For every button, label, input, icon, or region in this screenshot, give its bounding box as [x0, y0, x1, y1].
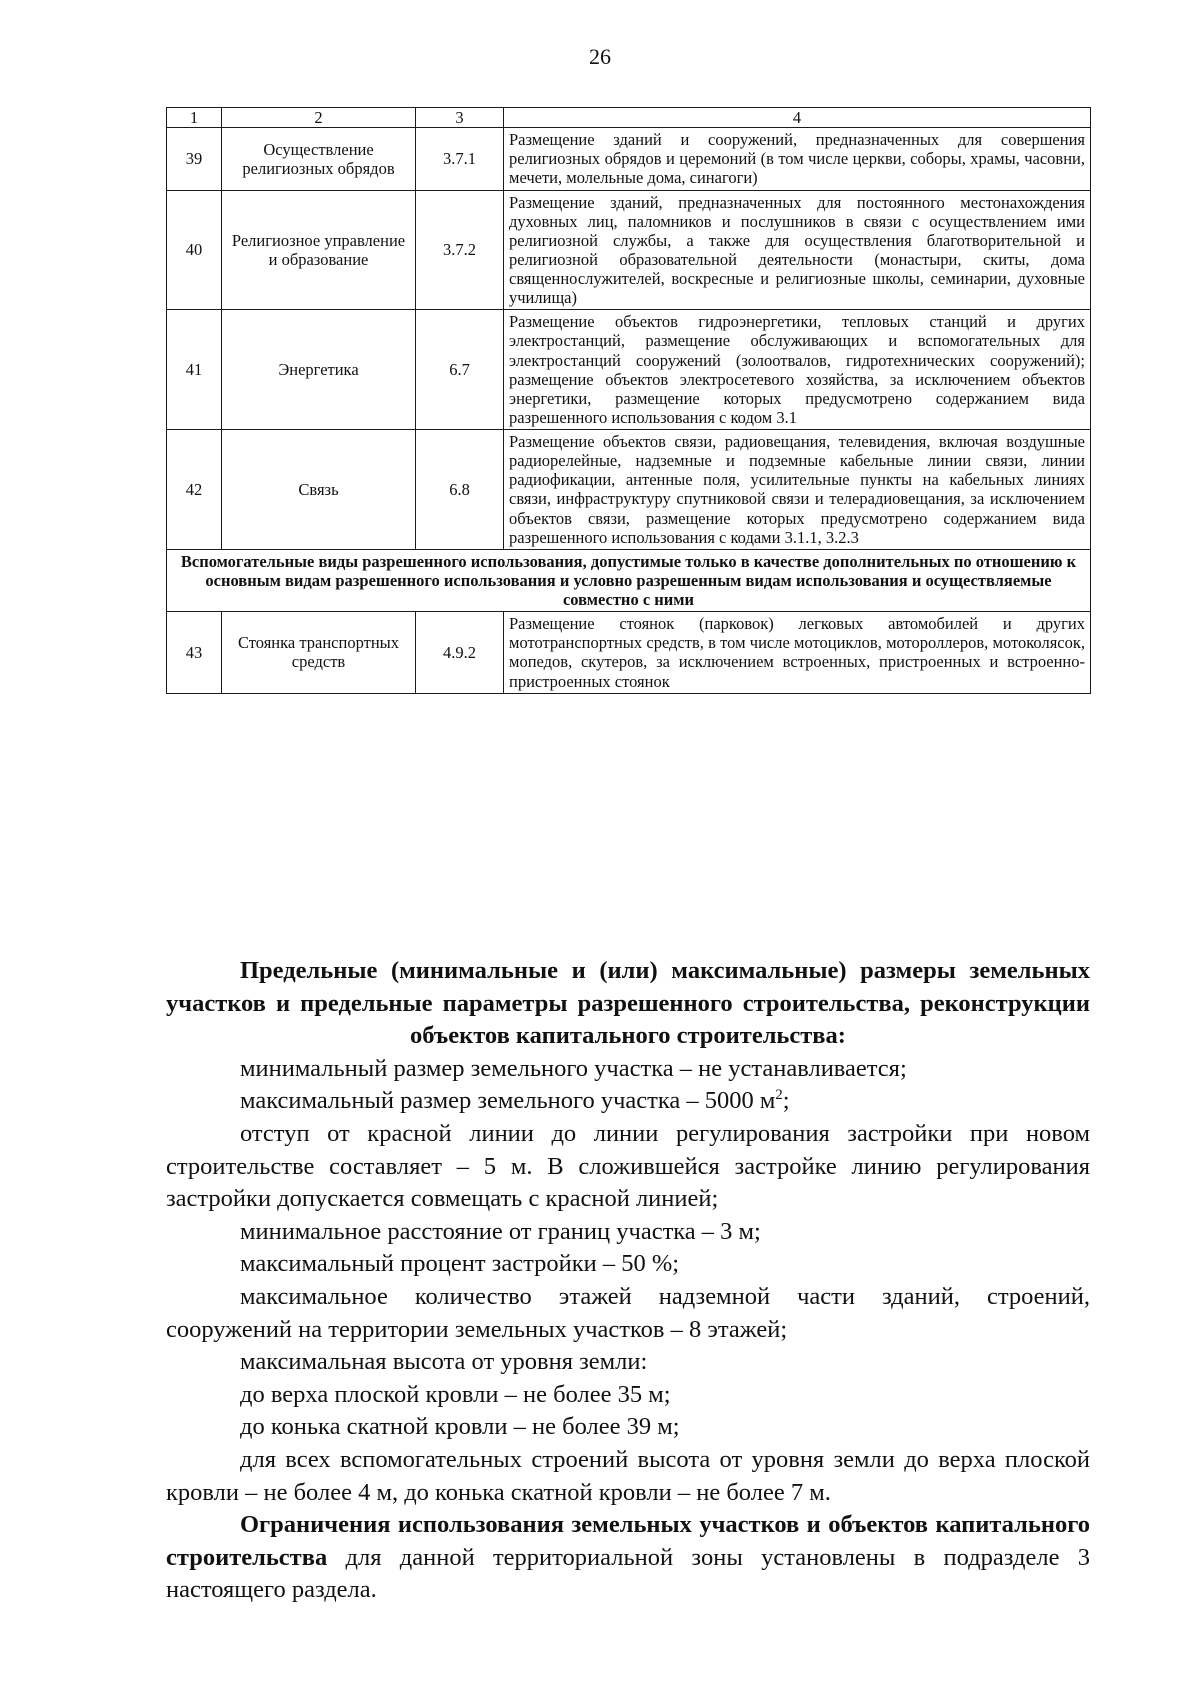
land-use-table	[166, 107, 1091, 694]
header-cell-4: 4	[504, 108, 1091, 128]
section-row	[167, 549, 1091, 611]
table-header-row	[167, 108, 1091, 128]
use-type-name-cell: Энергетика	[222, 310, 416, 430]
limits-heading: Предельные (минимальные и (или) максимальные) размеры земельных участков и предельные параметры разрешенного строительства, реконструкции объектов капитального строительства:	[166, 957, 1090, 1050]
table-body	[167, 108, 1091, 694]
table-row	[167, 612, 1091, 694]
table-row	[167, 128, 1091, 190]
restrictions-rest: для данной территориальной зоны установлены в подразделе 3 настоящего раздела.	[166, 1543, 1090, 1604]
header-cell-3: 3	[416, 108, 504, 128]
use-type-code-cell: 3.7.1	[416, 128, 504, 190]
row-number-cell: 41	[167, 310, 222, 430]
use-type-code-cell: 4.9.2	[416, 612, 504, 694]
flat-roof-rule: до верха плоской кровли – не более 35 м;	[240, 1380, 671, 1408]
row-number-cell: 42	[167, 430, 222, 550]
use-type-description-cell: Размещение стоянок (парковок) легковых автомобилей и других мототранспортных средств, в том числе мотоциклов, мотороллеров, мотоколясок, мопедов, скутеров, за исключением встроенных, пристроенных и встроенно-пристроенных стоянок	[504, 612, 1091, 694]
row-number-cell: 43	[167, 612, 222, 694]
min-distance-rule: минимальное расстояние от границ участка – 3 м;	[240, 1217, 761, 1245]
page-number: 26	[589, 44, 611, 69]
row-number-cell: 40	[167, 190, 222, 310]
use-type-name-cell: Религиозное управление и образование	[222, 190, 416, 310]
use-type-code-cell: 6.7	[416, 310, 504, 430]
header-cell-1: 1	[167, 108, 222, 128]
use-type-description-cell: Размещение зданий и сооружений, предназначенных для совершения религиозных обрядов и церемоний (в том числе церкви, соборы, храмы, часовни, мечети, молельные дома, синагоги)	[504, 128, 1091, 190]
use-type-name-cell: Стоянка транспортных средств	[222, 612, 416, 694]
pitched-roof-rule: до конька скатной кровли – не более 39 м;	[240, 1413, 680, 1441]
table-row	[167, 190, 1091, 310]
row-number-cell: 39	[167, 128, 222, 190]
use-type-code-cell: 6.8	[416, 430, 504, 550]
max-floors-rule: максимальное количество этажей надземной части зданий, строений, сооружений на территории земельных участков – 8 этажей;	[166, 1282, 1090, 1343]
max-plot-size-suffix: ;	[782, 1087, 790, 1115]
restrictions-bold: Ограничения использования земельных участков и объектов капитального строительства	[166, 1511, 1090, 1571]
header-cell-2: 2	[222, 108, 416, 128]
max-coverage-rule: максимальный процент застройки – 50 %;	[240, 1250, 680, 1278]
use-type-code-cell: 3.7.2	[416, 190, 504, 310]
min-plot-size: минимальный размер земельного участка – не устанавливается;	[240, 1054, 907, 1082]
use-type-name-cell: Связь	[222, 430, 416, 550]
use-type-description-cell: Размещение зданий, предназначенных для постоянного местонахождения духовных лиц, паломников и послушников в связи с осуществлением ими религиозной службы, а также для осуществления благотворительной и религиозной образовательной деятельности (монастыри, скиты, дома священнослужителей, воскресные и религиозные школы, семинарии, духовные училища)	[504, 190, 1091, 310]
limits-text-block	[166, 955, 1090, 1607]
max-height-title: максимальная высота от уровня земли:	[240, 1348, 648, 1376]
section-title: Вспомогательные виды разрешенного использования, допустимые только в качестве дополнительных по отношению к основным видам разрешенного использования и условно разрешенным видам использования и осуществляемые совместно с ними	[167, 549, 1091, 611]
max-plot-size-text: максимальный размер земельного участка – 5000 м	[240, 1087, 776, 1115]
table-row	[167, 310, 1091, 430]
use-type-name-cell: Осуществление религиозных обрядов	[222, 128, 416, 190]
use-type-description-cell: Размещение объектов гидроэнергетики, тепловых станций и других электростанций, размещение обслуживающих и вспомогательных для электростанций сооружений (золоотвалов, гидротехнических сооружений); размещение объектов электросетевого хозяйства, за исключением объектов энергетики, размещение которых предусмотрено содержанием вида разрешенного использования с кодом 3.1	[504, 310, 1091, 430]
use-type-description-cell: Размещение объектов связи, радиовещания, телевидения, включая воздушные радиорелейные, надземные и подземные кабельные линии связи, линии радиофикации, антенные поля, усилительные пункты на кабельных линиях связи, инфраструктуру спутниковой связи и телерадиовещания, за исключением объектов связи, размещение которых предусмотрено содержанием вида разрешенного использования с кодами 3.1.1, 3.2.3	[504, 430, 1091, 550]
max-plot-size	[166, 1085, 1090, 1118]
auxiliary-buildings-rule: для всех вспомогательных строений высота от уровня земли до верха плоской кровли – не более 4 м, до конька скатной кровли – не более 7 м.	[166, 1445, 1090, 1506]
setback-rule: отступ от красной линии до линии регулирования застройки при новом строительстве составляет – 5 м. В сложившейся застройке линию регулирования застройки допускается совмещать с красной линией;	[166, 1119, 1090, 1213]
max-plot-size-exponent: 2	[775, 1087, 783, 1104]
table-row	[167, 430, 1091, 550]
restrictions-paragraph	[166, 1509, 1090, 1607]
